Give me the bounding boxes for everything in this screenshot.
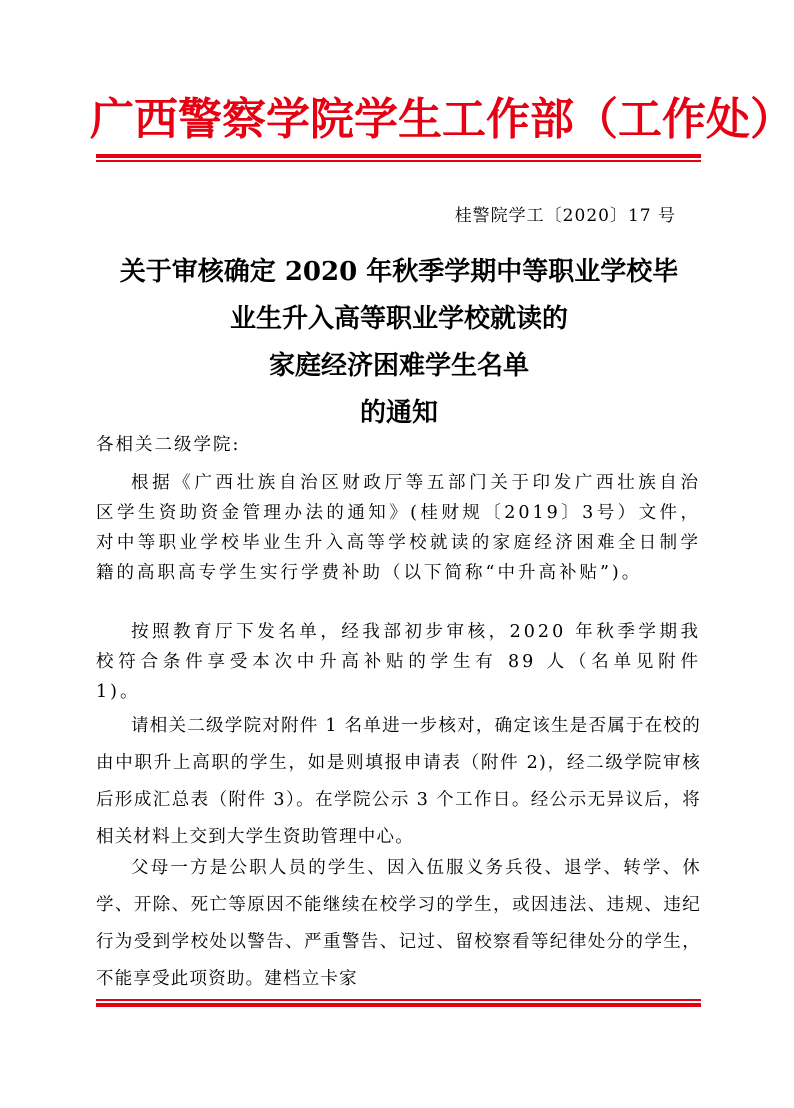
footer-divider-thin — [96, 999, 701, 1001]
footer-divider-thick — [96, 1003, 701, 1007]
body-paragraph: 根据《广西壮族自治区财政厅等五部门关于印发广西壮族自治区学生资助资金管理办法的通知》(桂财规〔2019〕3号）文件，对中等职业学校毕业生升入高等学校就读的家庭经济困难全日制学籍的高职高专学生实行学费补助（以下简称“中升高补贴”)。 — [96, 473, 701, 583]
organization-header: 广西警察学院学生工作部（工作处） — [90, 94, 794, 145]
body-paragraph: 请相关二级学院对附件 1 名单进一步核对，确定该生是否属于在校的由中职升上高职的学生，如是则填报申请表（附件 2)，经二级学院审核后形成汇总表（附件 3）。在学院公示 3 个工作日。经公示无异议后，将相关材料上交到大学生资助管理中心。 — [96, 716, 701, 847]
body-paragraph: 按照教育厅下发名单，经我部初步审核，2020 年秋季学期我校符合条件享受本次中升高补贴的学生有 89 人（名单见附件 1)。 — [96, 622, 701, 702]
title-line: 业生升入高等职业学校就读的 — [229, 304, 568, 334]
document-number: 桂警院学工〔2020〕17 号 — [454, 206, 676, 226]
header-divider-thin — [96, 160, 701, 162]
salutation: 各相关二级学院: — [96, 435, 241, 455]
title-line: 的通知 — [359, 398, 438, 428]
title-line: 关于审核确定 2020 年秋季学期中等职业学校毕 — [119, 257, 679, 287]
document-title — [86, 249, 712, 437]
header-divider-thick — [96, 154, 701, 158]
title-line: 家庭经济困难学生名单 — [268, 351, 529, 381]
body-paragraph: 父母一方是公职人员的学生、因入伍服义务兵役、退学、转学、休学、开除、死亡等原因不能继续在校学习的学生，或因违法、违规、违纪行为受到学校处以警告、严重警告、记过、留校察看等纪律处分的学生，不能享受此项资助。建档立卡家 — [96, 858, 701, 989]
